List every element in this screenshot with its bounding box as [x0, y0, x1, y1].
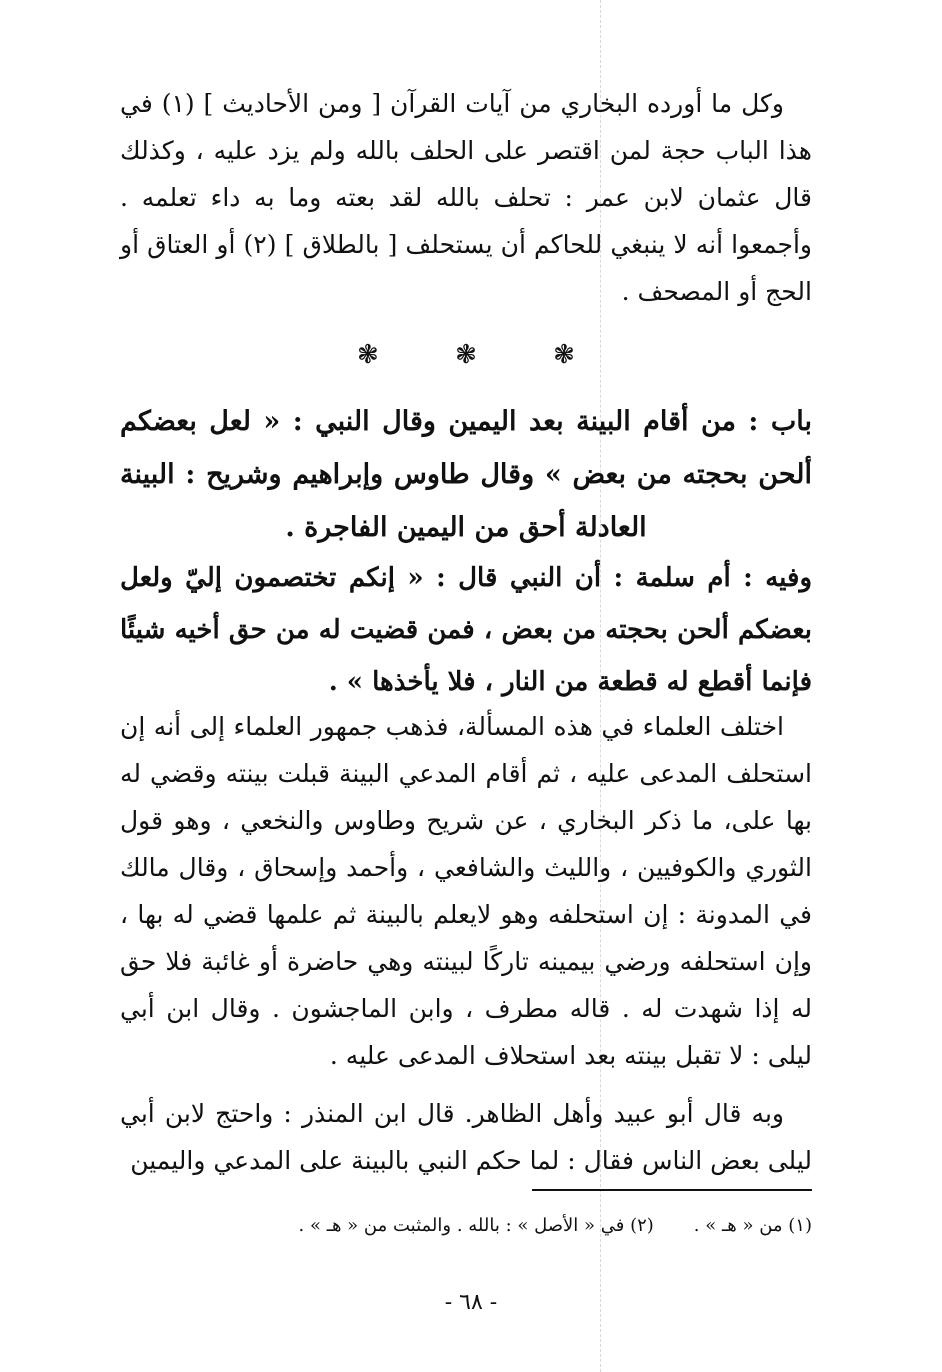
chapter-heading: باب : من أقام البينة بعد اليمين وقال النبي : « لعل بعضكم ألحن بحجته من بعض » وقال طاوس وإبراهيم وشريح : البينة العادلة أحق من اليمين الفاجرة .	[120, 406, 812, 543]
page-body	[120, 0, 812, 1372]
star-icon: ❃	[553, 340, 575, 370]
paragraph-continuation: وبه قال أبو عبيد وأهل الظاهر. قال ابن المنذر : واحتج لابن أبي ليلى بعض الناس فقال : لما حكم النبي بالبينة على المدعي واليمين	[120, 1099, 812, 1175]
star-icon: ❃	[455, 340, 477, 370]
hadith-text: وفيه : أم سلمة : أن النبي قال : « إنكم تختصمون إليّ ولعل بعضكم ألحن بحجته من بعض ، فمن قضيت له من حق أخيه شيئًا فإنما أقطع له قطعة من النار ، فلا يأخذها » .	[120, 563, 812, 697]
footnote-divider	[532, 1189, 812, 1191]
footnote-2: (٢) في « الأصل » : بالله . والمثبت من « هـ » .	[298, 1215, 654, 1236]
paragraph-commentary: اختلف العلماء في هذه المسألة، فذهب جمهور العلماء إلى أنه إن استحلف المدعى عليه ، ثم أقام المدعي البينة قبلت بينته وقضي له بها على، ما ذكر البخاري ، عن شريح وطاوس والنخعي ، وهو قول الثوري والكوفيين ، والليث والشافعي ، وأحمد وإسحاق ، وقال مالك في المدونة : إن استحلفه وهو لايعلم بالبينة ثم علمها قضي له بها ، وإن استحلفه ورضي بيمينه تاركًا لبينته وهي حاضرة أو غائبة فلا حق له إذا شهدت له . قاله مطرف ، وابن الماجشون . وقال ابن أبي ليلى : لا تقبل بينته بعد استحلاف المدعى عليه .	[120, 712, 812, 1070]
page-number: - ٦٨ -	[444, 1290, 498, 1315]
paragraph-intro: وكل ما أورده البخاري من آيات القرآن [ ومن الأحاديث ] (١) في هذا الباب حجة لمن اقتصر على الحلف بالله ولم يزد عليه ، وكذلك قال عثمان لابن عمر : تحلف بالله لقد بعته وما به داء تعلمه . وأجمعوا أنه لا ينبغي للحاكم أن يستحلف [ بالطلاق ] (٢) أو العتاق أو الحج أو المصحف .	[120, 89, 812, 306]
footnote-1: (١) من « هـ » .	[693, 1215, 812, 1236]
section-separator	[120, 340, 812, 370]
star-icon: ❃	[357, 340, 379, 370]
footnotes	[120, 1212, 812, 1240]
